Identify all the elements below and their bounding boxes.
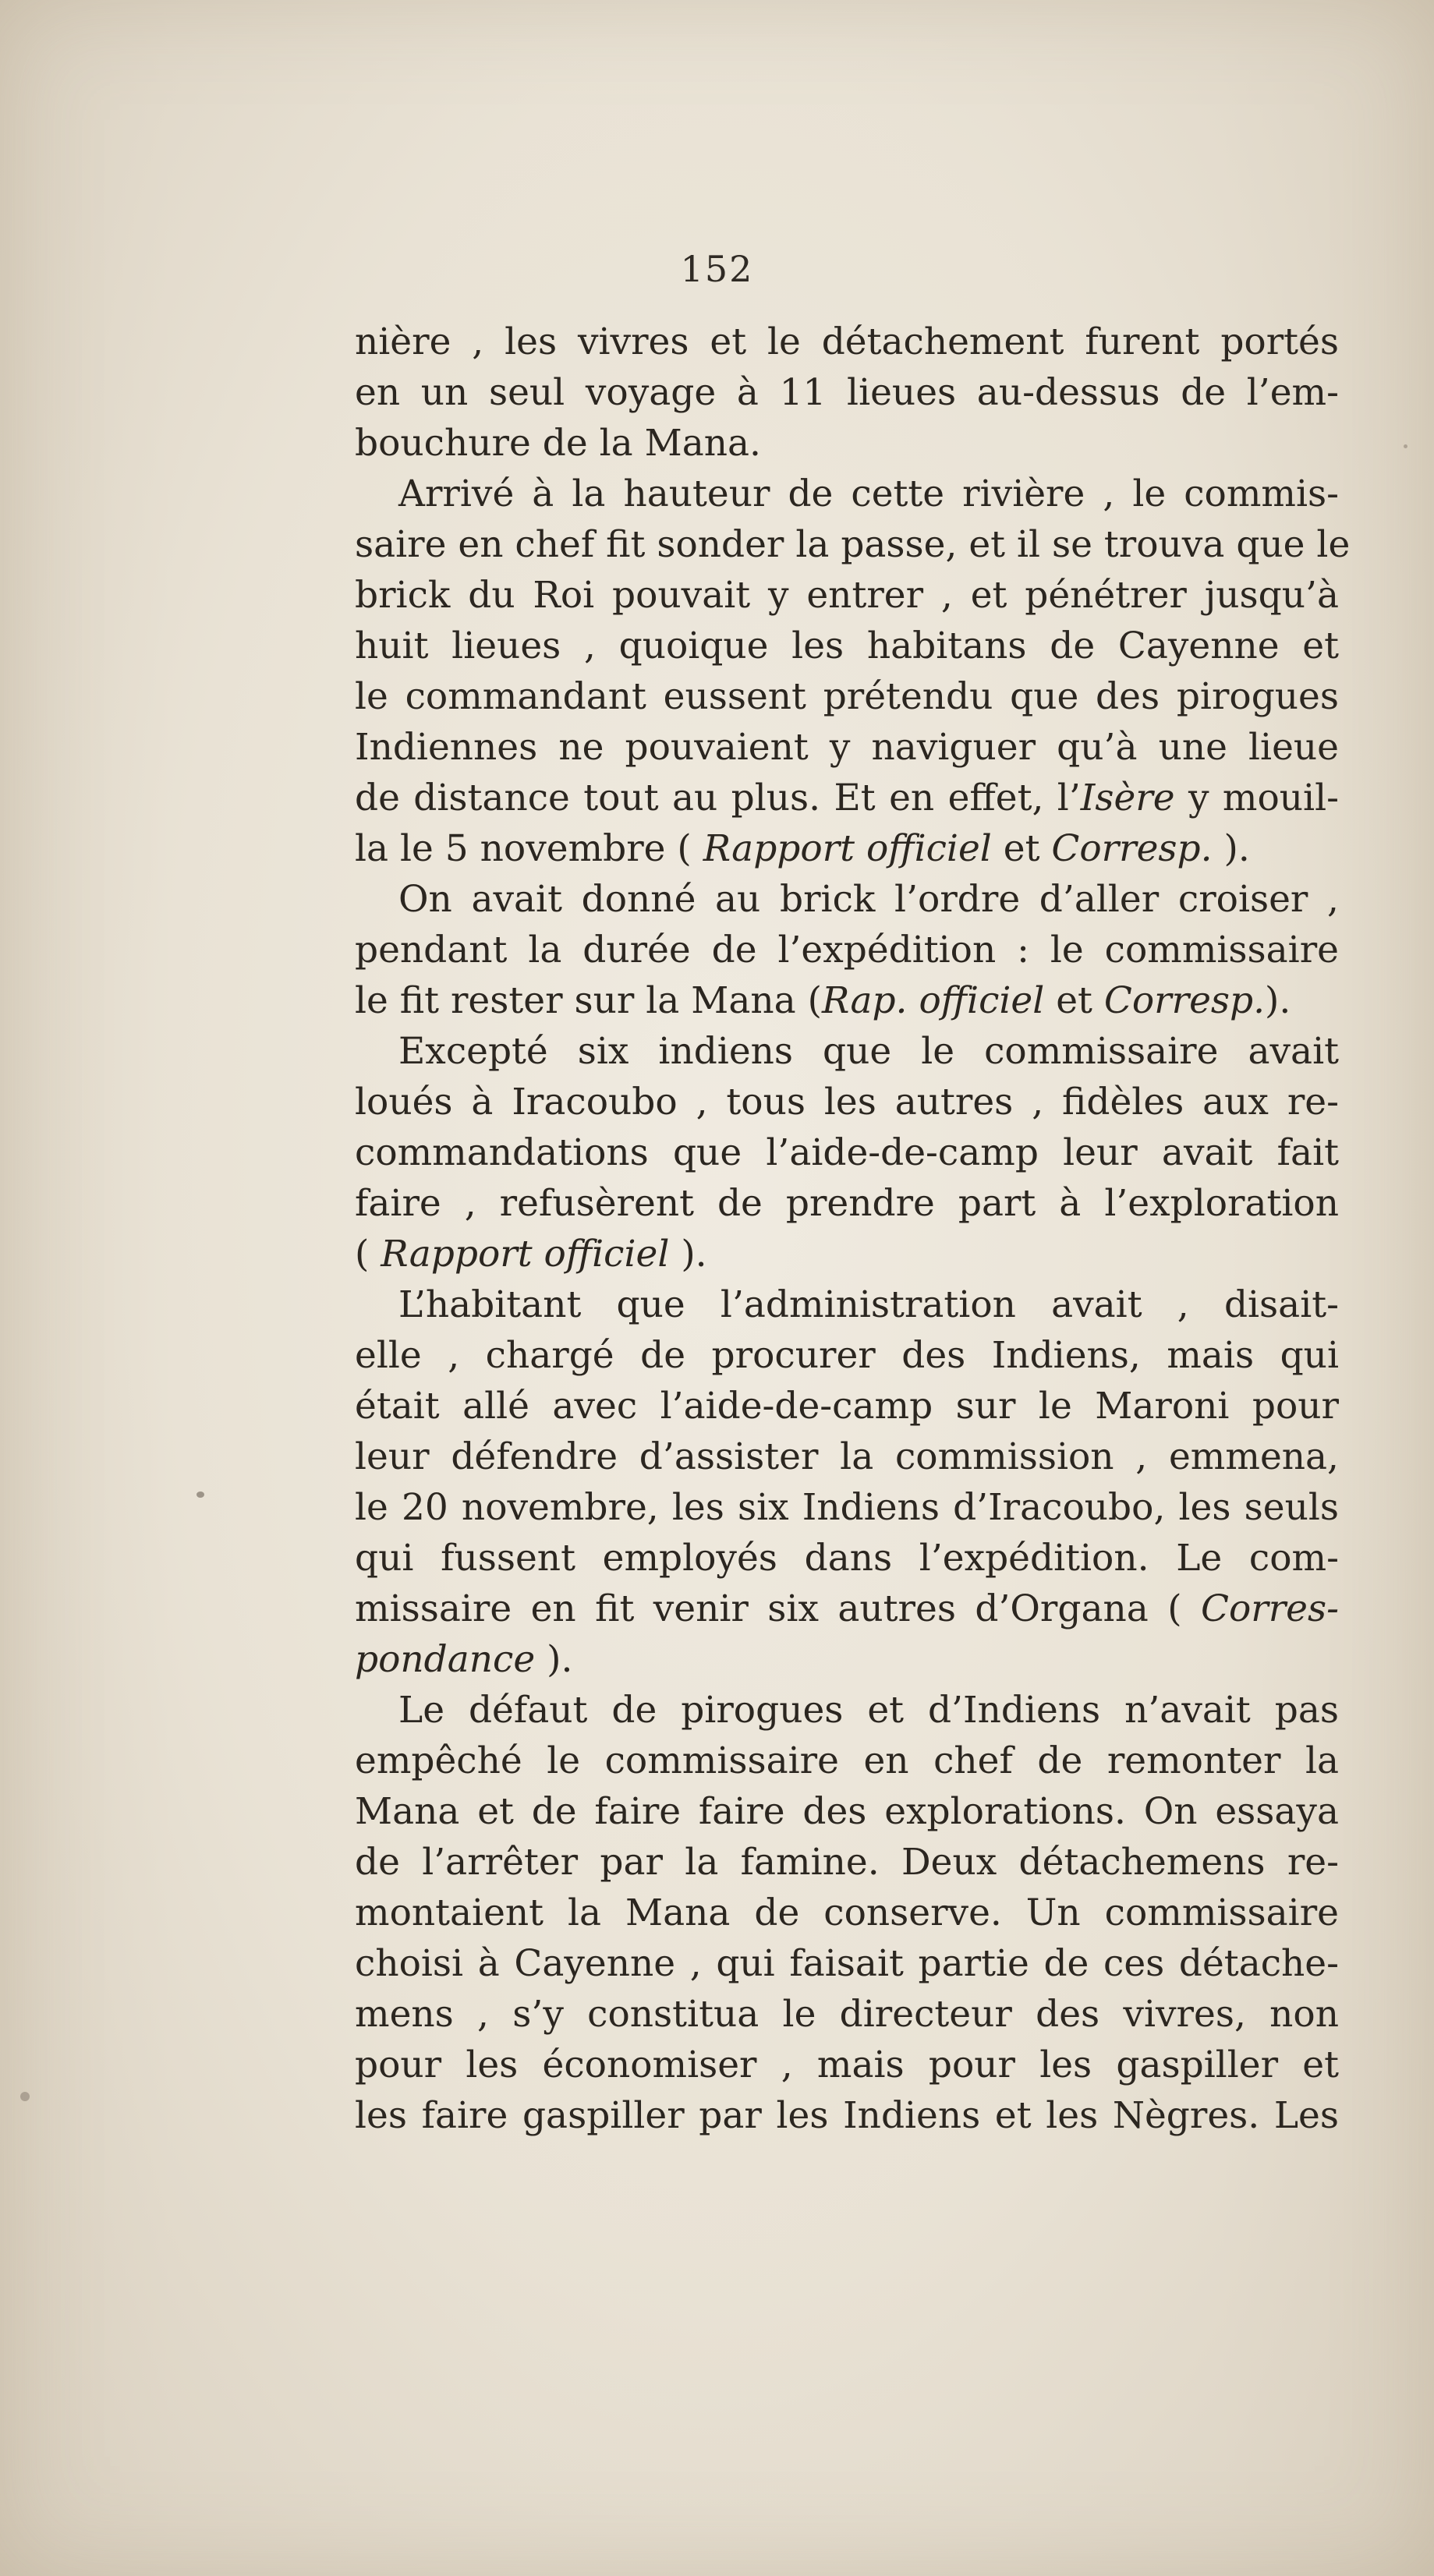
text-line: commandations que l’aide-de-camp leur avait fait bbox=[355, 1131, 1339, 1174]
text-line: loués à Iracoubo , tous les autres , fidèles aux re- bbox=[355, 1081, 1339, 1123]
italic-text: Corres- bbox=[1200, 1587, 1339, 1630]
text-segment: et bbox=[991, 827, 1052, 870]
text-line: montaient la Mana de conserve. Un commissaire bbox=[355, 1891, 1339, 1934]
text-line: mens , s’y constitua le directeur des vivres, non bbox=[355, 1993, 1339, 2036]
text-line: était allé avec l’aide-de-camp sur le Maroni pour bbox=[355, 1385, 1339, 1428]
italic-text: Rap. officiel bbox=[821, 979, 1045, 1022]
text-line: bouchure de la Mana. bbox=[355, 422, 761, 465]
italic-text: Rapport officiel bbox=[703, 827, 992, 870]
text-segment: et bbox=[1044, 979, 1104, 1022]
text-line: le 20 novembre, les six Indiens d’Iracoubo, les seuls bbox=[355, 1486, 1339, 1529]
text-line bbox=[355, 975, 1339, 1026]
text-segment: ). bbox=[1265, 979, 1291, 1022]
text-line bbox=[355, 773, 1339, 823]
text-segment: la le 5 novembre ( bbox=[355, 827, 703, 870]
text-line: brick du Roi pouvait y entrer , et pénétrer jusqu’à bbox=[355, 574, 1339, 617]
italic-text: Rapport officiel bbox=[381, 1233, 670, 1276]
text-line bbox=[355, 823, 1339, 874]
text-segment: missaire en fit venir six autres d’Organa ( bbox=[355, 1587, 1201, 1630]
text-segment: ). bbox=[1212, 827, 1250, 870]
italic-text: Corresp. bbox=[1103, 979, 1266, 1022]
text-segment: ). bbox=[535, 1638, 573, 1681]
paper-speck bbox=[1404, 444, 1407, 448]
italic-text: Corresp. bbox=[1051, 827, 1213, 870]
text-line: pendant la durée de l’expédition : le commissaire bbox=[355, 929, 1339, 971]
text-segment: y mouil- bbox=[1174, 777, 1339, 819]
text-line: leur défendre d’assister la commission , emmena, bbox=[355, 1435, 1339, 1478]
body-text bbox=[355, 317, 1351, 2141]
text-line: nière , les vivres et le détachement furent portés bbox=[355, 320, 1339, 363]
text-line: Excepté six indiens que le commissaire avait bbox=[398, 1030, 1339, 1073]
text-segment: ). bbox=[669, 1233, 707, 1276]
italic-text: pondance bbox=[355, 1638, 536, 1681]
text-line: de l’arrêter par la famine. Deux détachemens re- bbox=[355, 1841, 1339, 1884]
page-number: 152 bbox=[680, 248, 754, 290]
text-line: qui fussent employés dans l’expédition. Le com- bbox=[355, 1537, 1339, 1580]
text-line: en un seul voyage à 11 lieues au-dessus de l’em- bbox=[355, 371, 1339, 414]
paper-speck bbox=[197, 1491, 204, 1498]
text-line: saire en chef fit sonder la passe, et il se trouva que le bbox=[355, 523, 1351, 566]
text-line: L’habitant que l’administration avait , disait- bbox=[398, 1283, 1339, 1326]
text-line: empêché le commissaire en chef de remonter la bbox=[355, 1739, 1339, 1782]
text-segment: ( bbox=[355, 1233, 381, 1276]
text-line: le commandant eussent prétendu que des pirogues bbox=[355, 675, 1339, 718]
paper-speck bbox=[20, 2092, 30, 2101]
text-line: faire , refusèrent de prendre part à l’exploration bbox=[355, 1182, 1339, 1225]
text-line: Arrivé à la hauteur de cette rivière , le commis- bbox=[398, 472, 1339, 515]
text-line: elle , chargé de procurer des Indiens, mais qui bbox=[355, 1334, 1339, 1377]
text-segment: de distance tout au plus. Et en effet, l’ bbox=[355, 777, 1081, 819]
text-line: pour les économiser , mais pour les gaspiller et bbox=[355, 2043, 1339, 2086]
italic-text: Isère bbox=[1080, 777, 1175, 819]
text-line: Indiennes ne pouvaient y naviguer qu’à une lieue bbox=[355, 726, 1339, 769]
text-line: Le défaut de pirogues et d’Indiens n’avait pas bbox=[398, 1689, 1339, 1732]
text-line bbox=[355, 1229, 1339, 1279]
text-line: On avait donné au brick l’ordre d’aller croiser , bbox=[398, 878, 1339, 921]
text-line: huit lieues , quoique les habitans de Cayenne et bbox=[355, 625, 1339, 667]
text-segment: le fit rester sur la Mana ( bbox=[355, 979, 822, 1022]
text-line bbox=[355, 1583, 1339, 1634]
text-line bbox=[355, 1634, 1339, 1685]
text-line: choisi à Cayenne , qui faisait partie de ces détache- bbox=[355, 1942, 1339, 1985]
text-line: Mana et de faire faire des explorations. On essaya bbox=[355, 1790, 1339, 1833]
text-line: les faire gaspiller par les Indiens et les Nègres. Les bbox=[355, 2094, 1339, 2137]
